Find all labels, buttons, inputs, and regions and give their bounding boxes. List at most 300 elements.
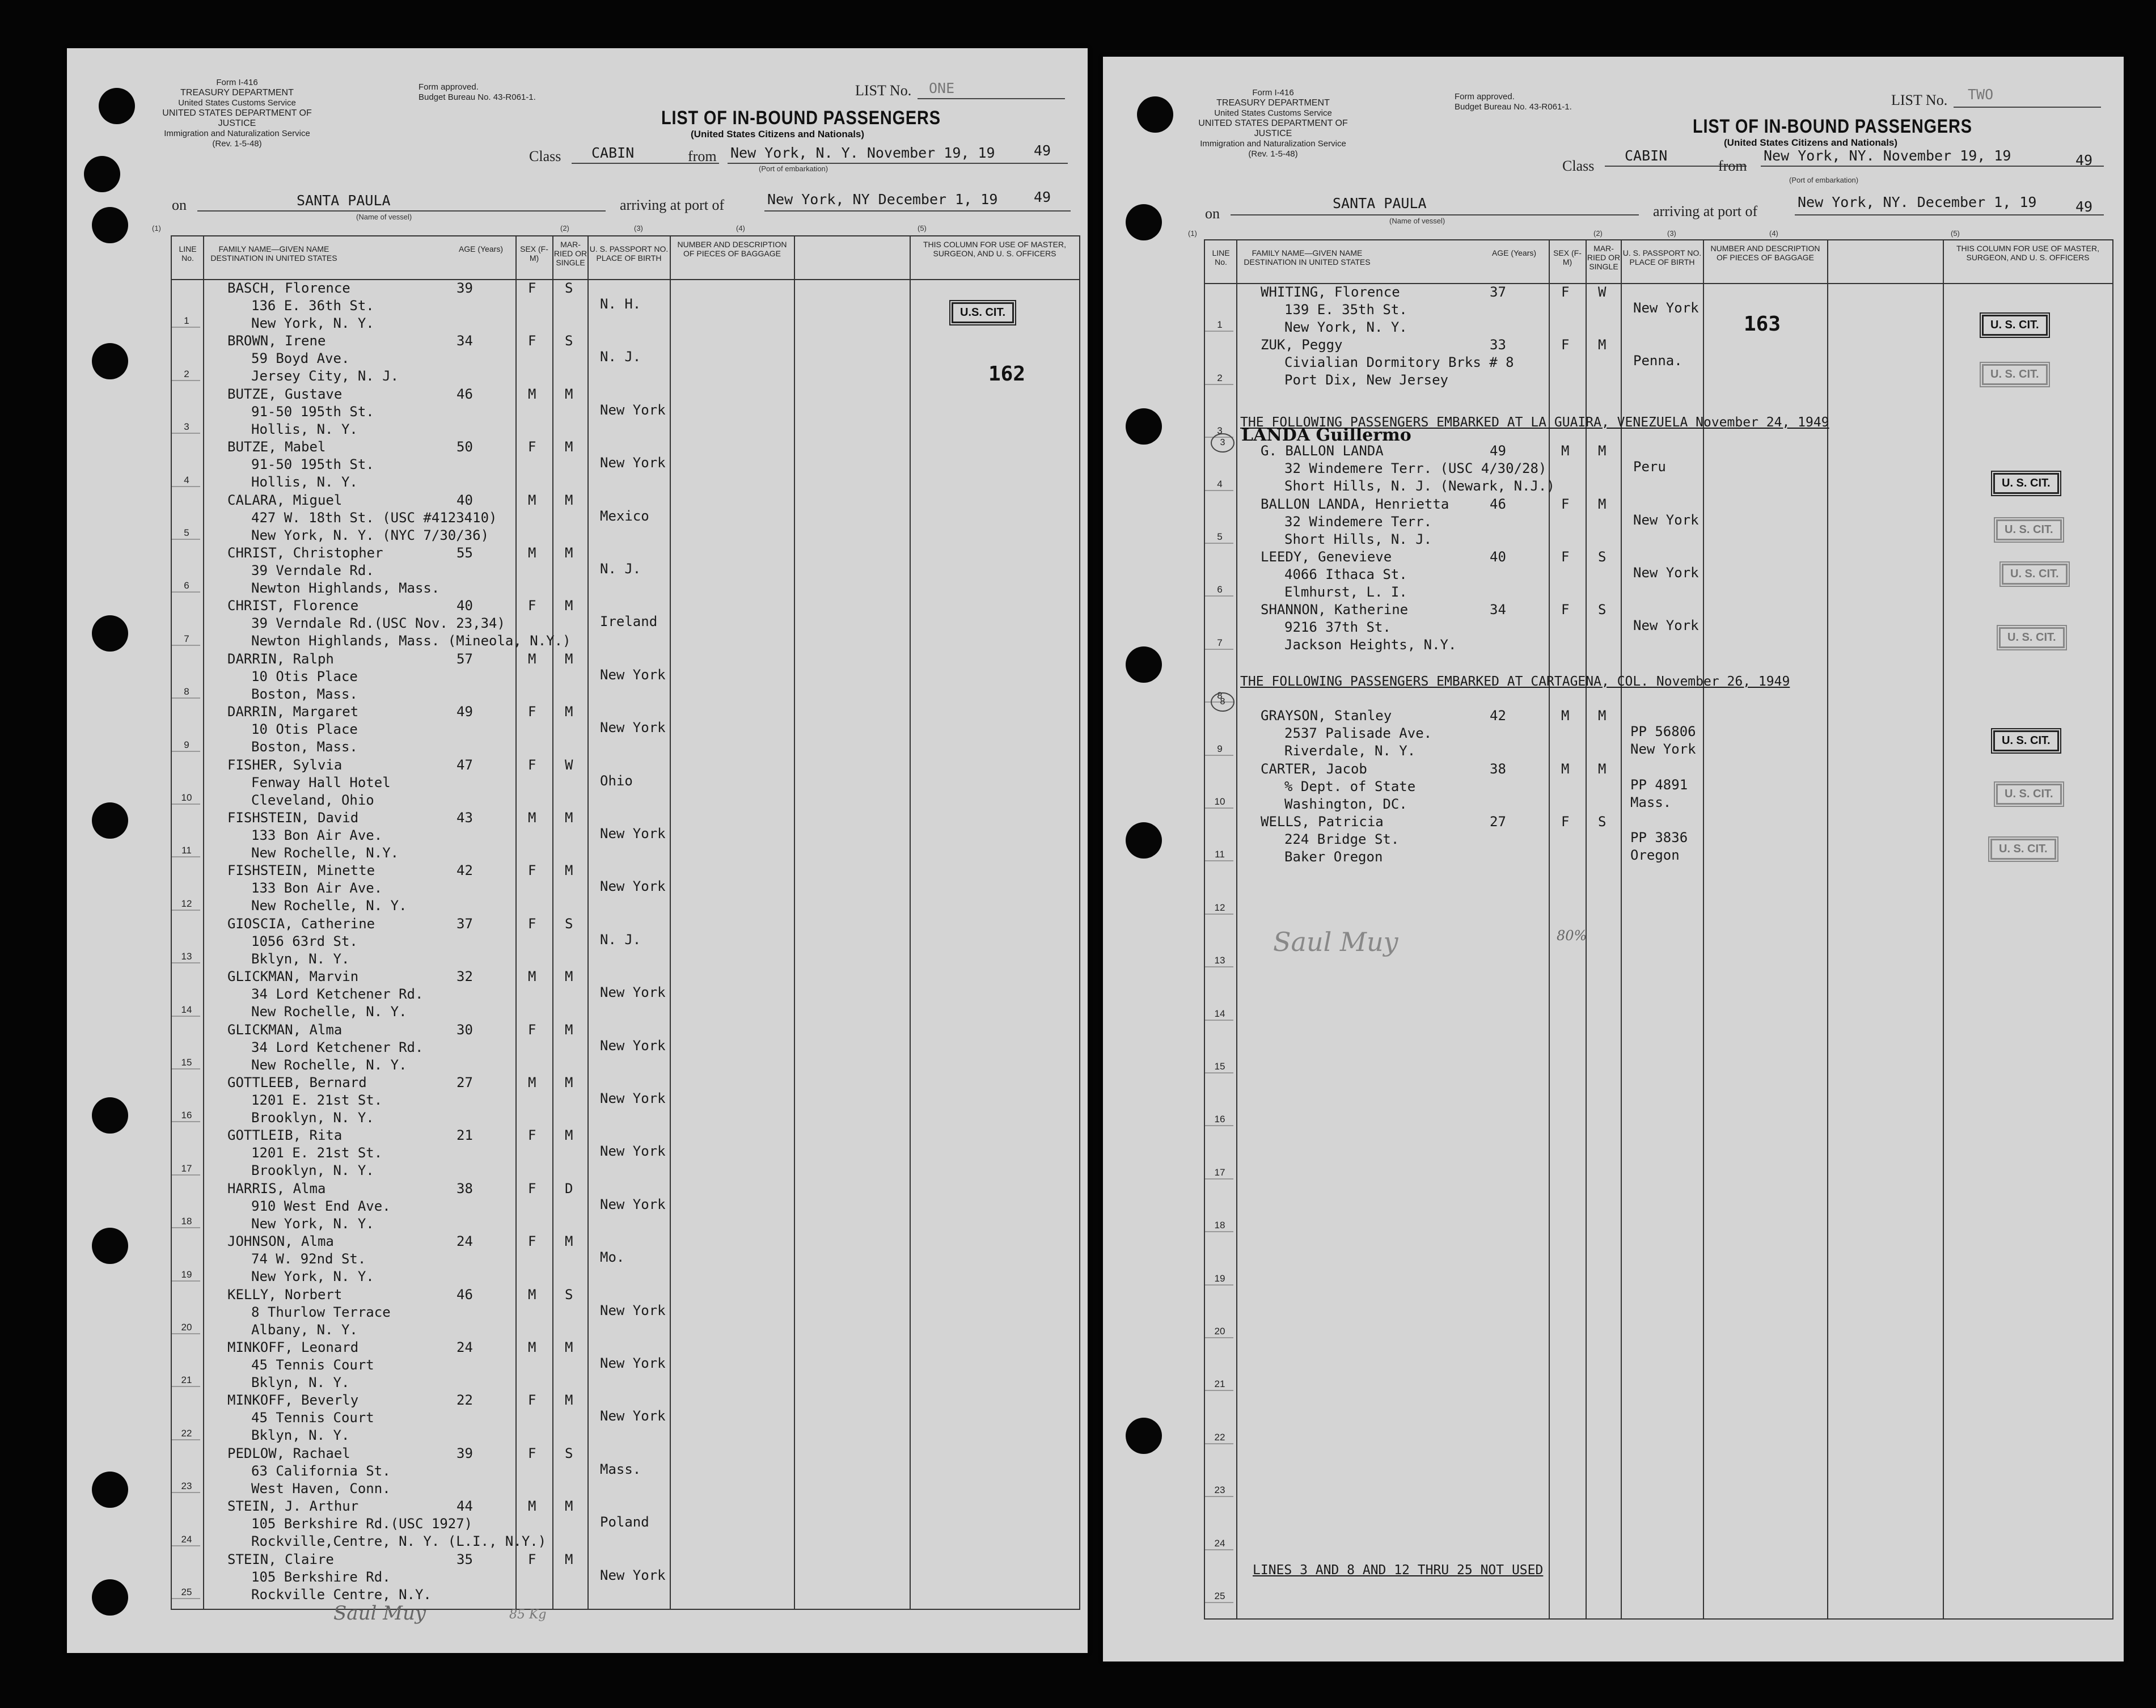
approval-line: Form approved. (1455, 92, 1515, 102)
passenger-sex: M (528, 1075, 536, 1090)
passenger-address: 74 W. 92nd St. (251, 1251, 366, 1267)
passenger-city: New Rochelle, N. Y. (251, 1004, 407, 1020)
passenger-age: 34 (1490, 602, 1506, 618)
embarkation-value: New York, NY. November 19, 19 (1764, 147, 2011, 164)
us-cit-stamp: U. S. CIT. (1996, 519, 2062, 540)
line-number: 16 (1214, 1114, 1225, 1125)
header-married: MAR-RIED OR SINGLE (1587, 244, 1621, 271)
line-number: 7 (184, 633, 189, 644)
embarkation-note-cartagena: THE FOLLOWING PASSENGERS EMBARKED AT CARTAGENA, COL. November 26, 1949 (1240, 674, 1790, 689)
passenger-name: BROWN, Irene (227, 333, 326, 349)
passenger-age: 57 (456, 650, 473, 667)
check-mark (172, 645, 200, 648)
line-number: 18 (181, 1216, 192, 1227)
passenger-name: GRAYSON, Stanley (1261, 708, 1392, 724)
birthplace: New York (1633, 565, 1699, 581)
handwritten-correction: LANDA Guillermo (1241, 425, 1411, 445)
check-mark (172, 804, 200, 806)
col-divider (1236, 240, 1237, 1618)
passenger-address: 9216 37th St. (1284, 619, 1391, 636)
check-mark (172, 962, 200, 965)
passenger-name: ZUK, Peggy (1261, 337, 1343, 353)
check-mark (1205, 1125, 1233, 1128)
passenger-table (171, 235, 1080, 1610)
col-num: (5) (918, 224, 927, 232)
passenger-address: 32 Windemere Terr. (USC 4/30/28) (1284, 460, 1547, 477)
passenger-sex: F (528, 439, 536, 455)
marital-status: S (1598, 814, 1607, 830)
passenger-sex: F (528, 756, 536, 773)
embarkation-year: 49 (1034, 142, 1051, 159)
class-value: CABIN (591, 145, 635, 161)
passenger-age: 27 (456, 1075, 473, 1090)
marital-status: M (565, 1021, 573, 1038)
col-num: (1) (152, 224, 161, 232)
vessel-name: SANTA PAULA (1333, 195, 1427, 212)
dept-ins: Immigration and Naturalization Service (1200, 139, 1346, 149)
passenger-age: 27 (1490, 814, 1506, 830)
arrival-year: 49 (2075, 198, 2093, 215)
birthplace: Mo. (600, 1249, 625, 1266)
line-number: 4 (1217, 478, 1223, 489)
col-divider (670, 236, 671, 1609)
birthplace: New York (600, 455, 666, 471)
col-num: (4) (1769, 229, 1778, 238)
header-married: MAR-RIED OR SINGLE (553, 240, 587, 267)
form-header-block (152, 78, 322, 149)
passenger-sex: M (528, 492, 536, 508)
passenger-sex: F (528, 280, 536, 296)
embarkation-value: New York, N. Y. November 19, 19 (730, 145, 995, 161)
col-divider (1827, 240, 1828, 1618)
line-number: 4 (184, 474, 189, 485)
passenger-table (1204, 239, 2113, 1620)
binder-hole (1126, 646, 1162, 683)
passenger-city: Bklyn, N. Y. (251, 1375, 350, 1390)
passenger-age: 49 (1490, 443, 1506, 459)
passenger-address: 105 Berkshire Rd.(USC 1927) (251, 1516, 473, 1532)
dept-ins: Immigration and Naturalization Service (164, 129, 310, 138)
binder-hole (84, 156, 120, 192)
passenger-city: Port Dix, New Jersey (1284, 372, 1448, 388)
check-mark (172, 1492, 200, 1495)
dept-justice: UNITED STATES DEPARTMENT OF JUSTICE (162, 108, 312, 128)
check-mark (1205, 1337, 1233, 1340)
passenger-age: 32 (456, 969, 473, 985)
passenger-age: 46 (456, 386, 473, 402)
passenger-name: GOTTLEIB, Rita (227, 1127, 343, 1144)
binder-hole (92, 343, 128, 379)
passenger-sex: F (528, 915, 536, 932)
from-label: from (1718, 158, 1747, 174)
passenger-age: 22 (456, 1392, 473, 1409)
marital-status: M (565, 969, 573, 985)
binder-hole (92, 615, 128, 652)
line-number: 8 (1217, 690, 1223, 701)
col-num: (1) (1188, 229, 1197, 238)
birthplace: New York (600, 1196, 666, 1212)
passenger-city: New Rochelle, N. Y. (251, 1056, 407, 1073)
passenger-city: Hollis, N. Y. (251, 421, 358, 437)
passenger-name: JOHNSON, Alma (227, 1233, 334, 1250)
vessel-caption: (Name of vessel) (1389, 217, 1445, 225)
birthplace: New York (1633, 300, 1699, 316)
passenger-city: New York, N. Y. (251, 1269, 374, 1285)
check-mark (172, 1280, 200, 1283)
passenger-city: Elmhurst, L. I. (1284, 584, 1407, 600)
passenger-name: GLICKMAN, Marvin (227, 969, 359, 985)
passenger-sex: F (528, 704, 536, 720)
passenger-age: 40 (456, 598, 473, 614)
check-mark (1205, 331, 1233, 333)
passenger-sex: F (1561, 496, 1570, 512)
line-number: 24 (1214, 1537, 1225, 1549)
passenger-sex: F (1561, 337, 1570, 353)
budget-line: Budget Bureau No. 43-R061-1. (418, 92, 536, 102)
passenger-address: 45 Tennis Court (251, 1410, 374, 1426)
check-mark (172, 1439, 200, 1442)
line-number: 12 (1214, 902, 1225, 913)
circled-line-number: 8 (1211, 692, 1235, 712)
binder-hole (1126, 1418, 1162, 1454)
line-number: 11 (1215, 849, 1225, 860)
line-number: 2 (1217, 372, 1223, 383)
passenger-sex: F (528, 1392, 536, 1409)
binder-hole (92, 1228, 128, 1264)
on-label: on (172, 197, 187, 213)
birthplace: New York (600, 401, 666, 418)
col-num: (2) (1593, 229, 1603, 238)
marital-status: M (565, 1392, 573, 1409)
birthplace: PP 56806 New York (1630, 724, 1705, 758)
passenger-address: 34 Lord Ketchener Rd. (251, 1039, 424, 1055)
birthplace: PP 3836 Oregon (1630, 830, 1696, 863)
passenger-city: Riverdale, N. Y. (1284, 743, 1416, 759)
passenger-name: BALLON LANDA, Henrietta (1261, 496, 1449, 512)
passenger-city: New York, N. Y. (251, 315, 374, 331)
line-number: 24 (181, 1533, 192, 1545)
dept-treasury: TREASURY DEPARTMENT (180, 88, 294, 98)
marital-status: M (1598, 337, 1607, 353)
list-no-label: LIST No. (1891, 92, 1948, 108)
marital-status: S (565, 915, 573, 932)
header-age: AGE (Years) (458, 244, 504, 253)
col-num: (3) (634, 224, 643, 232)
form-number: Form I-416 (216, 78, 258, 87)
binder-hole (92, 1097, 128, 1134)
col-divider (1943, 240, 1944, 1618)
baggage-total: 162 (988, 362, 1026, 386)
check-mark (172, 1016, 200, 1018)
passenger-city: West Haven, Conn. (251, 1480, 391, 1496)
col-num: (5) (1951, 229, 1960, 238)
us-cit-stamp: U. S. CIT. (1993, 730, 2059, 751)
port-caption: (Port of embarkation) (1789, 176, 1859, 184)
check-mark (1205, 649, 1233, 652)
marital-status: S (565, 1445, 573, 1461)
marital-status: M (565, 545, 573, 561)
passenger-city: Hollis, N. Y. (251, 474, 358, 491)
passenger-name: GLICKMAN, Alma (227, 1021, 343, 1038)
check-mark (172, 697, 200, 700)
header-officers: THIS COLUMN FOR USE OF MASTER, SURGEON, AND U. S. OFFICERS (1956, 244, 2099, 262)
passenger-age: 35 (456, 1551, 473, 1567)
passenger-sex: F (528, 1180, 536, 1197)
dept-treasury: TREASURY DEPARTMENT (1216, 98, 1330, 108)
birthplace: Poland (600, 1514, 649, 1531)
us-cit-stamp: U. S. CIT. (1993, 473, 2059, 494)
passenger-name: BUTZE, Gustave (227, 386, 343, 402)
passenger-name: HARRIS, Alma (227, 1180, 326, 1197)
embarkation-year: 49 (2075, 152, 2093, 168)
col-num: (3) (1667, 229, 1676, 238)
marital-status: M (565, 492, 573, 508)
check-mark (172, 591, 200, 594)
passenger-address: 10 Otis Place (251, 668, 358, 684)
check-mark (172, 1545, 200, 1548)
passenger-age: 40 (456, 492, 473, 508)
manifest-subtitle: (United States Citizens and Nationals) (691, 129, 865, 139)
passenger-address: 34 Lord Ketchener Rd. (251, 986, 424, 1003)
circled-line-number: 3 (1211, 433, 1235, 453)
marital-status: M (565, 598, 573, 614)
passenger-sex: F (528, 1127, 536, 1144)
header-line-no: LINE No. (1212, 248, 1230, 267)
passenger-name: MINKOFF, Leonard (227, 1339, 359, 1355)
passenger-city: Brooklyn, N. Y. (251, 1162, 374, 1179)
binder-hole (1126, 204, 1162, 240)
form-number: Form I-416 (1252, 88, 1294, 98)
passenger-sex: M (528, 1339, 536, 1355)
passenger-age: 37 (456, 915, 473, 932)
underline (1761, 166, 2104, 167)
passenger-name: CARTER, Jacob (1261, 760, 1367, 777)
col-divider (1621, 240, 1622, 1618)
line-number: 1 (1217, 319, 1223, 331)
class-value: CABIN (1625, 147, 1668, 164)
passenger-address: 427 W. 18th St. (USC #4123410) (251, 509, 497, 526)
us-cit-stamp: U.S. CIT. (952, 302, 1014, 323)
check-mark (172, 380, 200, 383)
line-number: 8 (184, 686, 189, 697)
passenger-city: Brooklyn, N. Y. (251, 1110, 374, 1126)
passenger-name: FISHER, Sylvia (227, 756, 343, 773)
passenger-age: 47 (456, 756, 473, 773)
inspector-signature: Saul Muy (333, 1602, 426, 1625)
marital-status: M (565, 704, 573, 720)
line-number: 23 (181, 1481, 192, 1492)
passenger-city: Bklyn, N. Y. (251, 1427, 350, 1444)
passenger-city: New Rochelle, N.Y. (251, 845, 399, 861)
passenger-address: Fenway Hall Hotel (251, 774, 391, 790)
birthplace: New York (600, 666, 666, 683)
header-line-no: LINE No. (179, 244, 197, 263)
underline (1954, 107, 2101, 108)
line-number: 15 (1214, 1061, 1225, 1072)
passenger-name: GOTTLEEB, Bernard (227, 1075, 367, 1090)
marital-status: M (565, 1075, 573, 1090)
line-number: 17 (1214, 1166, 1225, 1178)
binder-hole (92, 1579, 128, 1616)
col-num: (4) (736, 224, 745, 232)
col-divider (515, 236, 517, 1609)
manifest-title: LIST OF IN-BOUND PASSENGERS (1693, 116, 1972, 137)
passenger-age: 37 (1490, 284, 1506, 300)
marital-status: M (565, 650, 573, 667)
underline (197, 210, 606, 212)
passenger-city: Short Hills, N. J. (1284, 531, 1432, 547)
marital-status: S (1598, 602, 1607, 618)
passenger-city: Rockville Centre, N.Y. (251, 1586, 432, 1603)
passenger-age: 50 (456, 439, 473, 455)
passenger-age: 44 (456, 1498, 473, 1515)
passenger-name: MINKOFF, Beverly (227, 1392, 359, 1409)
passenger-city: Boston, Mass. (251, 686, 358, 702)
line-number: 5 (1217, 531, 1223, 542)
check-mark (172, 751, 200, 754)
us-cit-stamp: U. S. CIT. (1990, 839, 2056, 860)
check-mark (172, 486, 200, 489)
passenger-sex: F (528, 863, 536, 879)
arriving-label: arriving at port of (1653, 203, 1758, 219)
birthplace: Ohio (600, 772, 633, 789)
passenger-name: BUTZE, Mabel (227, 439, 326, 455)
check-mark (172, 910, 200, 912)
passenger-address: 4066 Ithaca St. (1284, 566, 1407, 582)
list-no-label: LIST No. (855, 82, 912, 99)
approval-line: Form approved. (418, 82, 479, 92)
passenger-address: Civialian Dormitory Brks # 8 (1284, 354, 1514, 371)
line-number: 19 (181, 1269, 192, 1280)
passenger-sex: M (528, 386, 536, 402)
passenger-address: 224 Bridge St. (1284, 831, 1400, 847)
dept-customs: United States Customs Service (1214, 108, 1332, 118)
col-divider (1549, 240, 1550, 1618)
passenger-sex: M (528, 1286, 536, 1303)
marital-status: M (565, 439, 573, 455)
check-mark (1205, 1284, 1233, 1287)
col-divider (552, 236, 553, 1609)
passenger-name: BASCH, Florence (227, 280, 350, 296)
passenger-address: 91-50 195th St. (251, 403, 374, 420)
check-mark (1205, 1072, 1233, 1075)
check-mark (172, 1386, 200, 1389)
check-mark (172, 327, 200, 329)
check-mark (1205, 490, 1233, 493)
on-label: on (1205, 205, 1220, 222)
line-number: 25 (181, 1587, 192, 1597)
birthplace: N. J. (600, 349, 641, 365)
class-label: Class (529, 148, 561, 164)
passenger-age: 21 (456, 1127, 473, 1144)
passenger-city: Bklyn, N. Y. (251, 950, 350, 967)
baggage-total: 163 (1744, 312, 1781, 336)
arrival-year: 49 (1034, 189, 1051, 205)
passenger-name: WHITING, Florence (1261, 284, 1400, 300)
passenger-name: PEDLOW, Rachael (227, 1445, 350, 1461)
line-number: 12 (181, 898, 192, 909)
binder-hole (1137, 96, 1173, 133)
header-baggage: NUMBER AND DESCRIPTION OF PIECES OF BAGGAGE (1710, 244, 1820, 262)
passenger-name: GIOSCIA, Catherine (227, 915, 375, 932)
line-number: 3 (184, 421, 189, 433)
line-number: 7 (1217, 637, 1223, 648)
passenger-sex: M (1561, 443, 1570, 459)
marital-status: M (1598, 708, 1607, 724)
form-revision: (Rev. 1-5-48) (1248, 149, 1298, 159)
birthplace: Ireland (600, 614, 658, 630)
birthplace: New York (600, 1567, 666, 1583)
dept-customs: United States Customs Service (178, 98, 296, 108)
check-mark (1205, 1390, 1233, 1393)
list-no-value: ONE (929, 80, 955, 96)
col-divider (587, 236, 589, 1609)
binder-hole (92, 1472, 128, 1508)
header-passport: U. S. PASSPORT NO. PLACE OF BIRTH (1622, 248, 1702, 267)
passenger-name: G. BALLON LANDA (1261, 443, 1384, 459)
passenger-address: 105 Berkshire Rd. (251, 1569, 391, 1585)
passenger-age: 42 (1490, 708, 1506, 724)
port-caption: (Port of embarkation) (759, 164, 828, 173)
check-mark (1205, 1178, 1233, 1181)
header-name: FAMILY NAME—GIVEN NAME DESTINATION IN UNITED STATES (210, 244, 337, 263)
passenger-age: 24 (456, 1233, 473, 1250)
passenger-city: Rockville,Centre, N. Y. (L.I., N.Y.) (251, 1533, 547, 1550)
form-revision: (Rev. 1-5-48) (212, 139, 262, 149)
passenger-sex: F (528, 1021, 536, 1038)
birthplace: Penna. (1633, 353, 1682, 369)
marital-status: M (565, 1498, 573, 1515)
underline (1231, 214, 1639, 215)
passenger-sex: F (528, 1445, 536, 1461)
birthplace: New York (600, 1090, 666, 1106)
passenger-name: WELLS, Patricia (1261, 814, 1384, 830)
birthplace: New York (600, 720, 666, 736)
birthplace: New York (600, 1355, 666, 1371)
passenger-sex: F (528, 598, 536, 614)
passenger-city: Jersey City, N. J. (251, 368, 399, 384)
check-mark (172, 856, 200, 859)
passenger-age: 46 (456, 1286, 473, 1303)
underline (918, 98, 1065, 99)
passenger-age: 40 (1490, 549, 1506, 565)
class-label: Class (1562, 158, 1595, 174)
arrival-value: New York, NY December 1, 19 (767, 191, 998, 208)
us-cit-stamp: U. S. CIT. (1982, 364, 2048, 385)
birthplace: New York (600, 984, 666, 1001)
budget-line: Budget Bureau No. 43-R061-1. (1455, 102, 1572, 112)
us-cit-stamp: U. S. CIT. (2002, 564, 2068, 585)
arriving-label: arriving at port of (620, 197, 725, 213)
vessel-caption: (Name of vessel) (356, 213, 412, 221)
line-number: 9 (184, 739, 189, 750)
passenger-address: 39 Verndale Rd. (251, 563, 374, 578)
passenger-name: FISHSTEIN, David (227, 810, 359, 826)
marital-status: M (1598, 443, 1607, 459)
birthplace: Peru (1633, 459, 1666, 475)
line-number: 3 (1217, 425, 1223, 437)
passenger-address: 91-50 195th St. (251, 456, 374, 473)
marital-status: S (565, 333, 573, 349)
header-age: AGE (Years) (1491, 248, 1537, 257)
check-mark (1205, 860, 1233, 863)
marital-status: M (565, 810, 573, 826)
passenger-name: FISHSTEIN, Minette (227, 863, 375, 879)
arrival-value: New York, NY. December 1, 19 (1798, 194, 2037, 210)
passenger-address: 136 E. 36th St. (251, 298, 374, 314)
form-header-block (1188, 88, 1358, 159)
vessel-name: SANTA PAULA (297, 192, 391, 209)
